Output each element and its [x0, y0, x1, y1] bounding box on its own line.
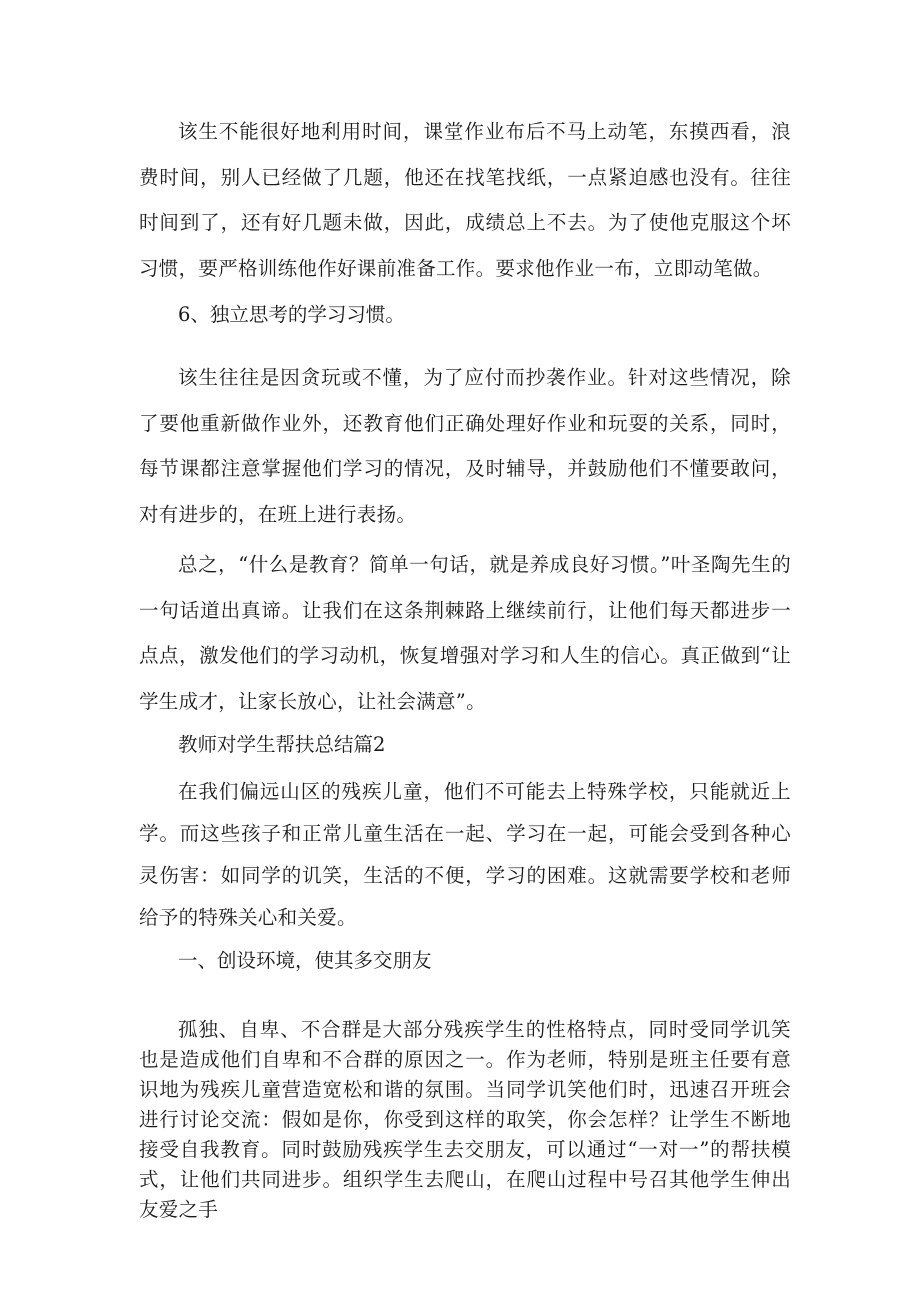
- paragraph-copying-homework: 该生往往是因贪玩或不懂，为了应付而抄袭作业。针对这些情况，除了要他重新做作业外，还教育他们正确处理好作业和玩耍的关系，同时，每节课都注意掌握他们学习的情况，及时辅导，并鼓励他们不懂要敢问，对有进步的，在班上进行表扬。: [139, 366, 791, 526]
- paragraph-make-friends: 孤独、自卑、不合群是大部分残疾学生的性格特点，同时受同学讥笑也是造成他们自卑和不合群的原因之一。作为老师，特别是班主任要有意识地为残疾儿童营造宽松和谐的氛围。当同学讥笑他们时，迅速召开班会进行讨论交流：假如是你，你受到这样的取笑，你会怎样？让学生不断地接受自我教育。同时鼓励残疾学生去交朋友，可以通过“一对一”的帮扶模式，让他们共同进步。组织学生去爬山，在爬山过程中号召其他学生伸出友爱之手: [139, 1018, 791, 1221]
- paragraph-summary: 总之，“什么是教育？简单一句话，就是养成良好习惯。”叶圣陶先生的一句话道出真谛。让我们在这条荆棘路上继续前行，让他们每天都进步一点点，激发他们的学习动机，恢复增强对学习和人生的信心。真正做到“让学生成才，让家长放心，让社会满意”。: [139, 553, 791, 713]
- paragraph-disabled-children: 在我们偏远山区的残疾儿童，他们不可能去上特殊学校，只能就近上学。而这些孩子和正常儿童生活在一起、学习在一起，可能会受到各种心灵伤害：如同学的讥笑，生活的不便，学习的困难。这就需要学校和老师给予的特殊关心和关爱。: [139, 780, 791, 929]
- article-title-part-2: 教师对学生帮扶总结篇2: [178, 733, 386, 756]
- paragraph-time-management: 该生不能很好地利用时间，课堂作业布后不马上动笔，东摸西看，浪费时间，别人已经做了几题，他还在找笔找纸，一点紧迫感也没有。往往时间到了，还有好几题未做，因此，成绩总上不去。为了使他克服这个坏习惯，要严格训练他作好课前准备工作。要求他作业一布，立即动笔做。: [139, 120, 791, 280]
- section-heading-create-environment: 一、创设环境，使其多交朋友: [178, 949, 432, 972]
- section-heading-independent-thinking: 6、独立思考的学习习惯。: [178, 303, 405, 326]
